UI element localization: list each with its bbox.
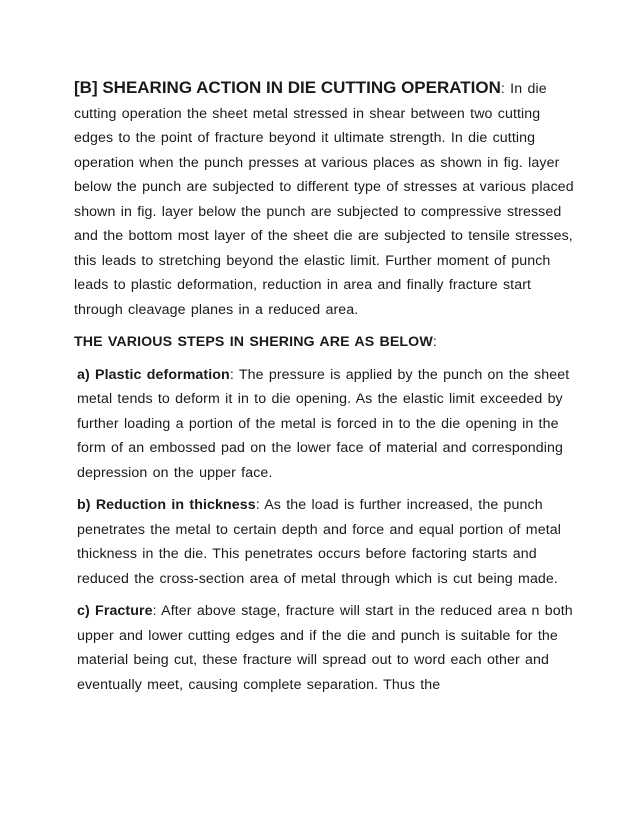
step-paragraph-a	[74, 363, 574, 486]
section-heading: [B] SHEARING ACTION IN DIE CUTTING OPERATION	[74, 78, 501, 97]
steps-heading	[74, 330, 574, 355]
intro-paragraph	[74, 76, 574, 322]
step-label-c: c) Fracture	[77, 603, 153, 619]
steps-heading-text: THE VARIOUS STEPS IN SHERING ARE AS BELOW	[74, 334, 433, 350]
intro-text: cutting operation the sheet metal stressed in shear between two cutting edges to the point of fracture beyond it ultimate strength. In die cutting operation when the punch presses at various places as shown in fig. layer below the punch are subjected to different type of stresses at various placed shown in fig. layer below the punch are subjected to compressive stressed and the bottom most layer of the sheet die are subjected to tensile stresses, this leads to stretching beyond the elastic limit. Further moment of punch leads to plastic deformation, reduction in area and finally fracture start through cleavage planes in a reduced area.	[74, 105, 574, 318]
steps-heading-colon: :	[432, 334, 437, 350]
section-heading-suffix: : In die	[500, 81, 547, 97]
step-label-a: a) Plastic deformation	[77, 366, 230, 383]
step-text-b: : As the load is further increased, the punch penetrates the metal to certain depth and force and equal portion of metal thickness in the die. This penetrates occurs before factoring starts and reduced the cross-section area of metal through which is cut being made.	[77, 497, 561, 587]
step-text-a: : The pressure is applied by the punch on the sheet metal tends to deform it in to die opening. As the elastic limit exceeded by further loading a portion of the metal is forced in to the die opening in the form of an embossed pad on the lower face of material and corresponding depression on the upper face.	[77, 366, 570, 481]
document-page	[74, 76, 574, 705]
step-label-b: b) Reduction in thickness	[77, 497, 256, 513]
step-paragraph-b	[74, 493, 574, 591]
step-text-c: : After above stage, fracture will start in the reduced area n both upper and lower cutting edges and if the die and punch is suitable for the material being cut, these fracture will spread out to word each other and eventually meet, causing complete separation. Thus the	[77, 603, 573, 693]
step-paragraph-c	[74, 599, 574, 697]
